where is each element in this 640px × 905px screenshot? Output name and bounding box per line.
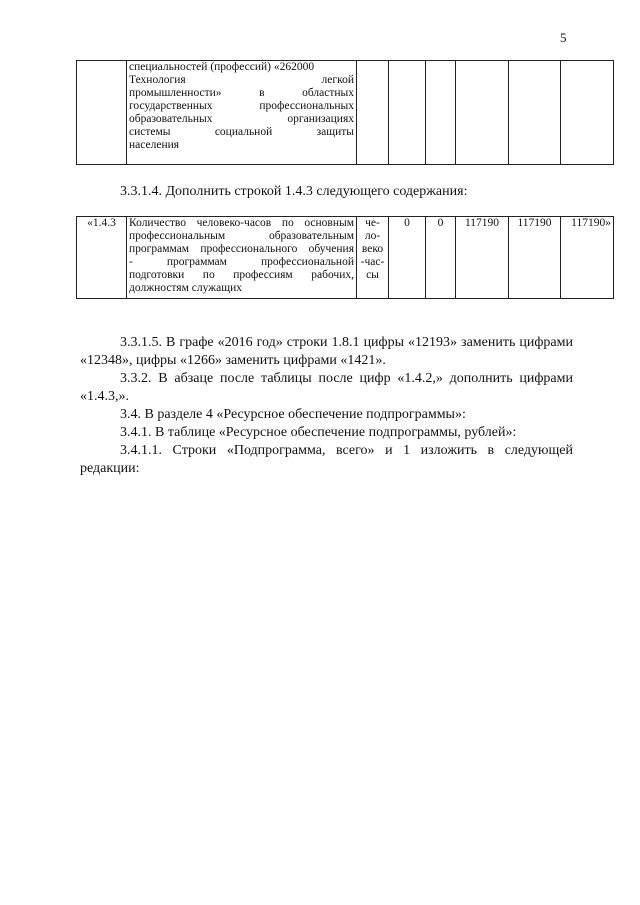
table-cell-value <box>389 61 426 165</box>
table-cell-value: 117190 <box>509 217 561 299</box>
table-cell-number <box>77 61 127 165</box>
table-cell-value <box>509 61 561 165</box>
table-new-row <box>76 216 614 299</box>
cell-text-line: программам профессионального обучения <box>129 243 354 255</box>
table-cell-value <box>561 61 614 165</box>
paragraph-3-3-1-5: 3.3.1.5. В графе «2016 год» строки 1.8.1 цифры «12193» заменить цифрами «12348», цифры «1266» заменить цифрами «1421». <box>80 335 573 368</box>
paragraph-3-4-1-1: 3.4.1.1. Строки «Подпрограмма, всего» и 1 изложить в следующей редакции: <box>80 443 573 476</box>
cell-text-line: Технология легкой <box>129 74 354 86</box>
table-cell-code: «1.4.3 <box>77 217 127 299</box>
cell-text-line: промышленности» в областных <box>129 87 354 99</box>
table-cell-value: 117190» <box>561 217 614 299</box>
paragraph-3-4: 3.4. В разделе 4 «Ресурсное обеспечение подпрограммы»: <box>120 407 466 422</box>
unit-text-line: -час- <box>360 256 385 268</box>
cell-text-line: системы социальной защиты <box>129 126 354 138</box>
table-cell-value: 117190 <box>456 217 509 299</box>
table-row <box>77 61 614 165</box>
table-continuation <box>76 60 614 165</box>
table-cell-value <box>456 61 509 165</box>
cell-text-line: специальностей (профессий) «262000 <box>129 61 315 73</box>
table-cell-value <box>426 61 456 165</box>
unit-text-line: веко <box>361 243 384 255</box>
table-row <box>77 217 614 299</box>
paragraph-3-3-1-4: 3.3.1.4. Дополнить строкой 1.4.3 следующего содержания: <box>120 184 468 199</box>
page-number: 5 <box>560 30 567 45</box>
table-cell-unit <box>357 61 389 165</box>
unit-text-line: ло- <box>364 230 381 242</box>
cell-text-line: - программам профессиональной <box>129 256 354 268</box>
table-cell-indicator <box>127 217 357 299</box>
table-cell-unit <box>357 217 389 299</box>
paragraph-3-3-2: 3.3.2. В абзаце после таблицы после цифр «1.4.2,» дополнить цифрами «1.4.3,». <box>80 371 573 404</box>
cell-text-line: подготовки по профессиям рабочих, <box>129 269 354 281</box>
table-cell-value: 0 <box>426 217 456 299</box>
cell-text-line: образовательных организациях <box>129 113 354 125</box>
table-cell-value: 0 <box>389 217 426 299</box>
paragraph-3-4-1: 3.4.1. В таблице «Ресурсное обеспечение подпрограммы, рублей»: <box>120 425 517 440</box>
cell-text-line: государственных профессиональных <box>129 100 354 112</box>
cell-text-line: населения <box>129 139 180 151</box>
table-cell-indicator <box>127 61 357 165</box>
cell-text-line: Количество человеко-часов по основным <box>129 217 354 229</box>
unit-text-line: сы <box>366 269 379 281</box>
unit-text-line: че- <box>365 217 380 229</box>
cell-text-line: должностям служащих <box>129 282 242 294</box>
cell-text-line: профессиональным образовательным <box>129 230 354 242</box>
